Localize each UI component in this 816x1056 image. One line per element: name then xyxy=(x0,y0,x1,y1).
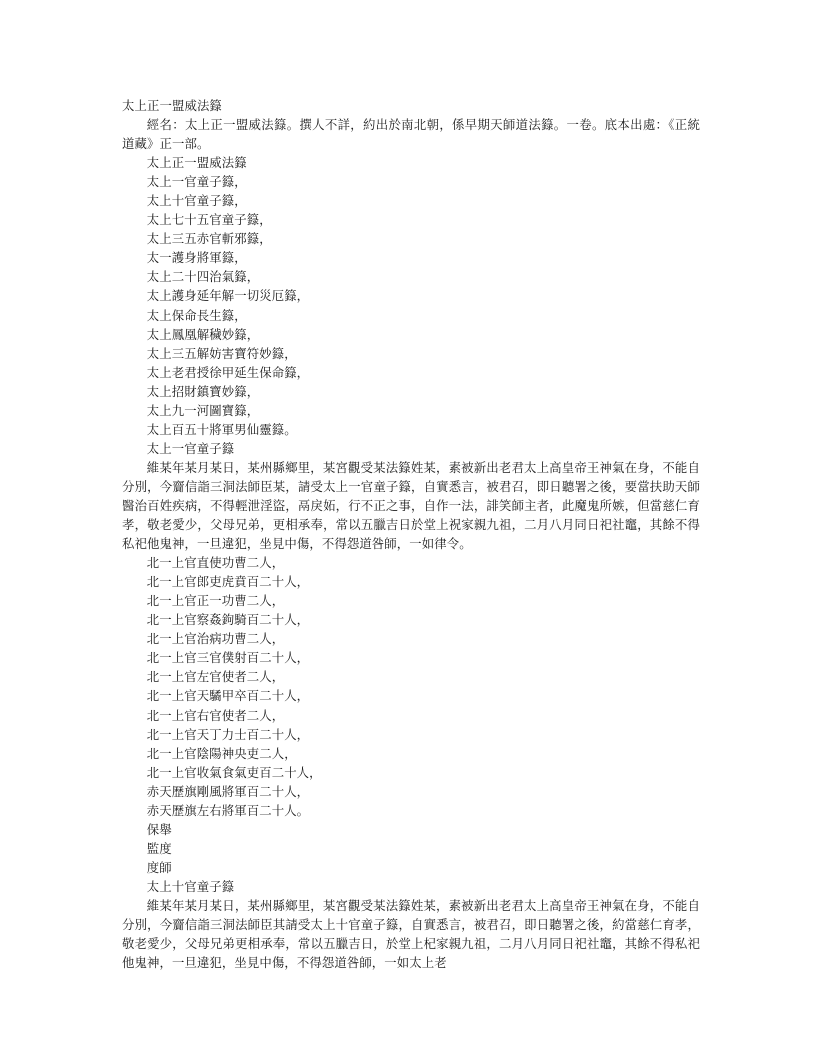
section-title-shiguan: 太上十官童子籙 xyxy=(146,878,235,894)
section-title-yiguan: 太上一官童子籙 xyxy=(146,440,235,456)
register-item: 太一護身將軍籙， xyxy=(146,250,247,266)
register-item: 太上百五十將軍男仙靈籙。 xyxy=(146,421,297,437)
register-item: 太上三五解妨害寶符妙籙， xyxy=(146,345,297,361)
colophon-paragraph: 經名：太上正一盟威法籙。撰人不詳，約出於南北朝，係早期天師道法籙。一卷。底本出處：《正統道藏》正一部。 xyxy=(122,117,700,152)
document-body xyxy=(122,96,700,972)
official-item: 北一上官天驈甲卒百二十人， xyxy=(146,688,310,704)
official-item: 北一上官陰陽神央吏二人， xyxy=(146,745,297,761)
register-item: 太上鳳凰解穢妙籙， xyxy=(146,326,260,342)
signatory-item: 保舉 xyxy=(146,821,172,837)
signatory-item: 度師 xyxy=(146,859,172,875)
official-item: 赤天歷旗左右將軍百二十人。 xyxy=(146,802,310,818)
doc-title: 太上正一盟威法籙 xyxy=(122,98,222,113)
register-item: 太上三五赤官斬邪籙， xyxy=(146,231,272,247)
register-item: 太上保命長生籙， xyxy=(146,307,247,323)
register-item: 太上九一河圖寶籙， xyxy=(146,402,260,418)
register-item: 太上七十五官童子籙， xyxy=(146,212,272,228)
official-item: 北一上官天丁力士百二十人， xyxy=(146,726,310,742)
official-item: 北一上官正一功曹二人， xyxy=(146,593,285,609)
section-title-mengwei: 太上正一盟威法籙 xyxy=(146,155,247,171)
register-item: 太上一官童子籙， xyxy=(146,174,247,190)
official-item: 北一上官察姦鉤騎百二十人， xyxy=(146,612,310,628)
register-item: 太上護身延年解一切災厄籙， xyxy=(146,288,310,304)
register-item: 太上十官童子籙， xyxy=(146,193,247,209)
official-item: 北一上官直使功曹二人， xyxy=(146,555,285,571)
register-item: 太上老君授徐甲延生保命籙， xyxy=(146,364,310,380)
official-item: 北一上官左官使者二人， xyxy=(146,669,285,685)
official-item: 北一上官郎吏虎賁百二十人， xyxy=(146,574,310,590)
official-item: 北一上官收氣食氣吏百二十人， xyxy=(146,764,322,780)
official-item: 赤天歷旗剛風將軍百二十人， xyxy=(146,783,310,799)
petition-paragraph-yiguan: 維某年某月某日，某州縣鄉里，某宮觀受某法籙姓某，素被新出老君太上高皇帝王神氣在身，不能自分別，今齎信詣三洞法師臣某，請受太上一官童子籙，自實悉言，被君召，即日聽署之後，要當扶助天師醫治百姓疾病，不得輕泄淫盜，鬲戾妬，行不正之事，自作一法，誹笑師主者，此魔鬼所嫉，但當慈仁育孝，敬老愛少，父母兄弟，更相承奉，常以五臘吉日於堂上祝家親九祖，二月八月同日祀社竈，其餘不得私祀他鬼神，一旦違犯，坐見中傷，不得怨道咎師，一如律令。 xyxy=(122,459,700,552)
register-item: 太上二十四治氣籙， xyxy=(146,269,260,285)
petition-paragraph-shiguan: 維某年某月某日，某州縣鄉里，某宮觀受某法籙姓某，素被新出老君太上高皇帝王神氣在身，不能自分別，今齎信詣三洞法師臣其請受太上十官童子籙，自實悉言，被君召，即日聽署之後，約當慈仁育孝，敬老愛少，父母兄弟更相承奉，常以五臘吉日，於堂上杞家親九祖，二月八月同日祀社竈，其餘不得私祀他鬼神，一旦違犯，坐見中傷，不得怨道咎師，一如太上老 xyxy=(122,897,700,971)
official-item: 北一上官治病功曹二人， xyxy=(146,631,285,647)
register-item: 太上招財鎮寶妙籙， xyxy=(146,383,260,399)
official-item: 北一上官右官使者二人， xyxy=(146,707,285,723)
signatory-item: 監度 xyxy=(146,840,172,856)
official-item: 北一上官三官僕射百二十人， xyxy=(146,650,310,666)
